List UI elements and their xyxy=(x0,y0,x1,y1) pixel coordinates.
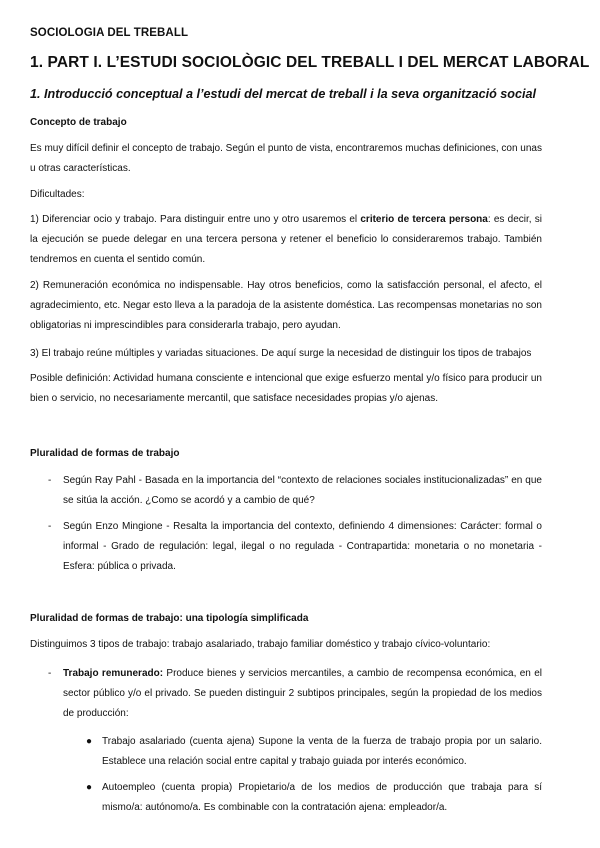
mingione-item-text: Según Enzo Mingione - Resalta la importancia del contexto, definiendo 4 dimensiones: Carácter: formal o informal - Grado de regulación: legal, ilegal o no regulada - Contrapartida: monetaria o no monetaria - Esfera: pública o privada. xyxy=(63,521,542,572)
bullet-marker: ● xyxy=(86,782,93,793)
dificultad-1-bold: criterio de tercera persona xyxy=(360,214,488,225)
posible-definicion: Posible definición: Actividad humana consciente e intencional que exige esfuerzo mental y/o físico para producir un bien o servicio, no necesariamente mercantil, que satisface necesidades propias y/o ajenas. xyxy=(30,373,542,404)
remunerado-item-text xyxy=(63,664,542,724)
pahl-item-text: Según Ray Pahl - Basada en la importancia del “contexto de relaciones sociales institucionalizadas” en que se sitúa la acción. ¿Como se acordó y a cambio de qué? xyxy=(63,475,542,506)
asalariado-item-text: Trabajo asalariado (cuenta ajena) Supone la venta de la fuerza de trabajo propia por un salario. Establece una relación social entre capital y trabajo guiada por interés económico. xyxy=(102,736,542,767)
bullet-marker: ● xyxy=(86,736,93,747)
dificultades-label: Dificultades: xyxy=(30,189,85,200)
tipologia-heading: Pluralidad de formas de trabajo: una tipología simplificada xyxy=(30,613,309,624)
dash-marker: - xyxy=(48,475,52,486)
section-title: 1. Introducció conceptual a l’estudi del mercat de treball i la seva organització social xyxy=(30,87,537,101)
remunerado-bold: Trabajo remunerado: xyxy=(63,668,164,679)
list-item xyxy=(86,732,542,772)
tipologia-intro: Distinguimos 3 tipos de trabajo: trabajo asalariado, trabajo familiar doméstico y trabajo cívico-voluntario: xyxy=(30,639,491,650)
list-item xyxy=(48,471,542,511)
dificultad-1-post: : es decir, si la ejecución se puede delegar en una tercera persona y retener el beneficio lo consideraremos trabajo. También tendremos en cuenta el sentido común. xyxy=(30,214,542,265)
concepto-intro: Es muy difícil definir el concepto de trabajo. Según el punto de vista, encontraremos muchas definiciones, con unas u otras características. xyxy=(30,143,542,174)
remunerado-text: Produce bienes y servicios mercantiles, a cambio de recompensa económica, en el sector público y/o el privado. Se pueden distinguir 2 subtipos principales, según la propiedad de los medios de producción: xyxy=(63,668,542,719)
list-item xyxy=(48,517,542,577)
dificultad-3: 3) El trabajo reúne múltiples y variadas situaciones. De aquí surge la necesidad de distinguir los tipos de trabajos xyxy=(30,348,532,359)
dificultad-1-pre: 1) Diferenciar ocio y trabajo. Para distinguir entre uno y otro usaremos el xyxy=(30,214,361,225)
list-item xyxy=(48,664,542,724)
dificultad-2: 2) Remuneración económica no indispensable. Hay otros beneficios, como la satisfacción personal, el afecto, el agradecimiento, etc. Negar esto lleva a la paradoja de la asistente doméstica. Las recompensas monetarias no son obligatorias ni imprescindibles para considerarla trabajo, pero ayudan. xyxy=(30,280,542,331)
concepto-heading: Concepto de trabajo xyxy=(30,117,127,128)
pluralidad-heading: Pluralidad de formas de trabajo xyxy=(30,448,180,459)
part-title: 1. PART I. L’ESTUDI SOCIOLÒGIC DEL TREBALL I DEL MERCAT LABORAL xyxy=(30,54,590,71)
dificultad-1 xyxy=(30,210,542,270)
list-item xyxy=(86,778,542,818)
autoempleo-item-text: Autoempleo (cuenta propia) Propietario/a de los medios de producción que trabaja para sí mismo/a: autónomo/a. Es combinable con la contratación ajena: empleador/a. xyxy=(102,782,542,813)
dash-marker: - xyxy=(48,668,52,679)
document-title: SOCIOLOGIA DEL TREBALL xyxy=(30,27,189,39)
dash-marker: - xyxy=(48,521,52,532)
